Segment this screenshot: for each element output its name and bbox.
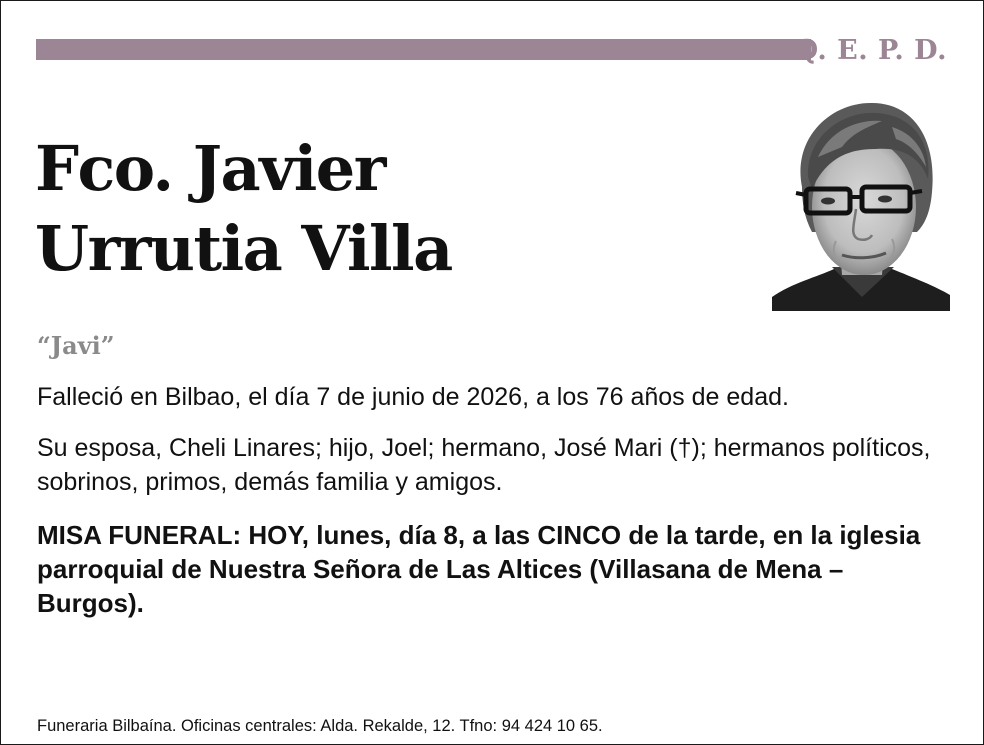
funeral-home-footer: Funeraria Bilbaína. Oficinas centrales: Alda. Rekalde, 12. Tfno: 94 424 10 65. [37,717,603,735]
header-bar [36,39,811,60]
portrait-photo [772,97,950,311]
name-line-2: Urrutia Villa [35,212,452,285]
nickname: “Javi” [37,331,115,360]
funeral-mass-info: MISA FUNERAL: HOY, lunes, día 8, a las CINCO de la tarde, en la iglesia parroquial de Nuestra Señora de Las Altices (Villasana de Mena – Burgos). [37,520,921,618]
qepd-label: Q. E. P. D. [794,35,947,66]
name-line-1: Fco. Javier [35,132,385,205]
deceased-name [35,129,452,289]
death-notice: Falleció en Bilbao, el día 7 de junio de 2026, a los 76 años de edad. [37,383,789,411]
family-list: Su esposa, Cheli Linares; hijo, Joel; hermano, José Mari (†); hermanos políticos, sobrinos, primos, demás familia y amigos. [37,434,931,496]
